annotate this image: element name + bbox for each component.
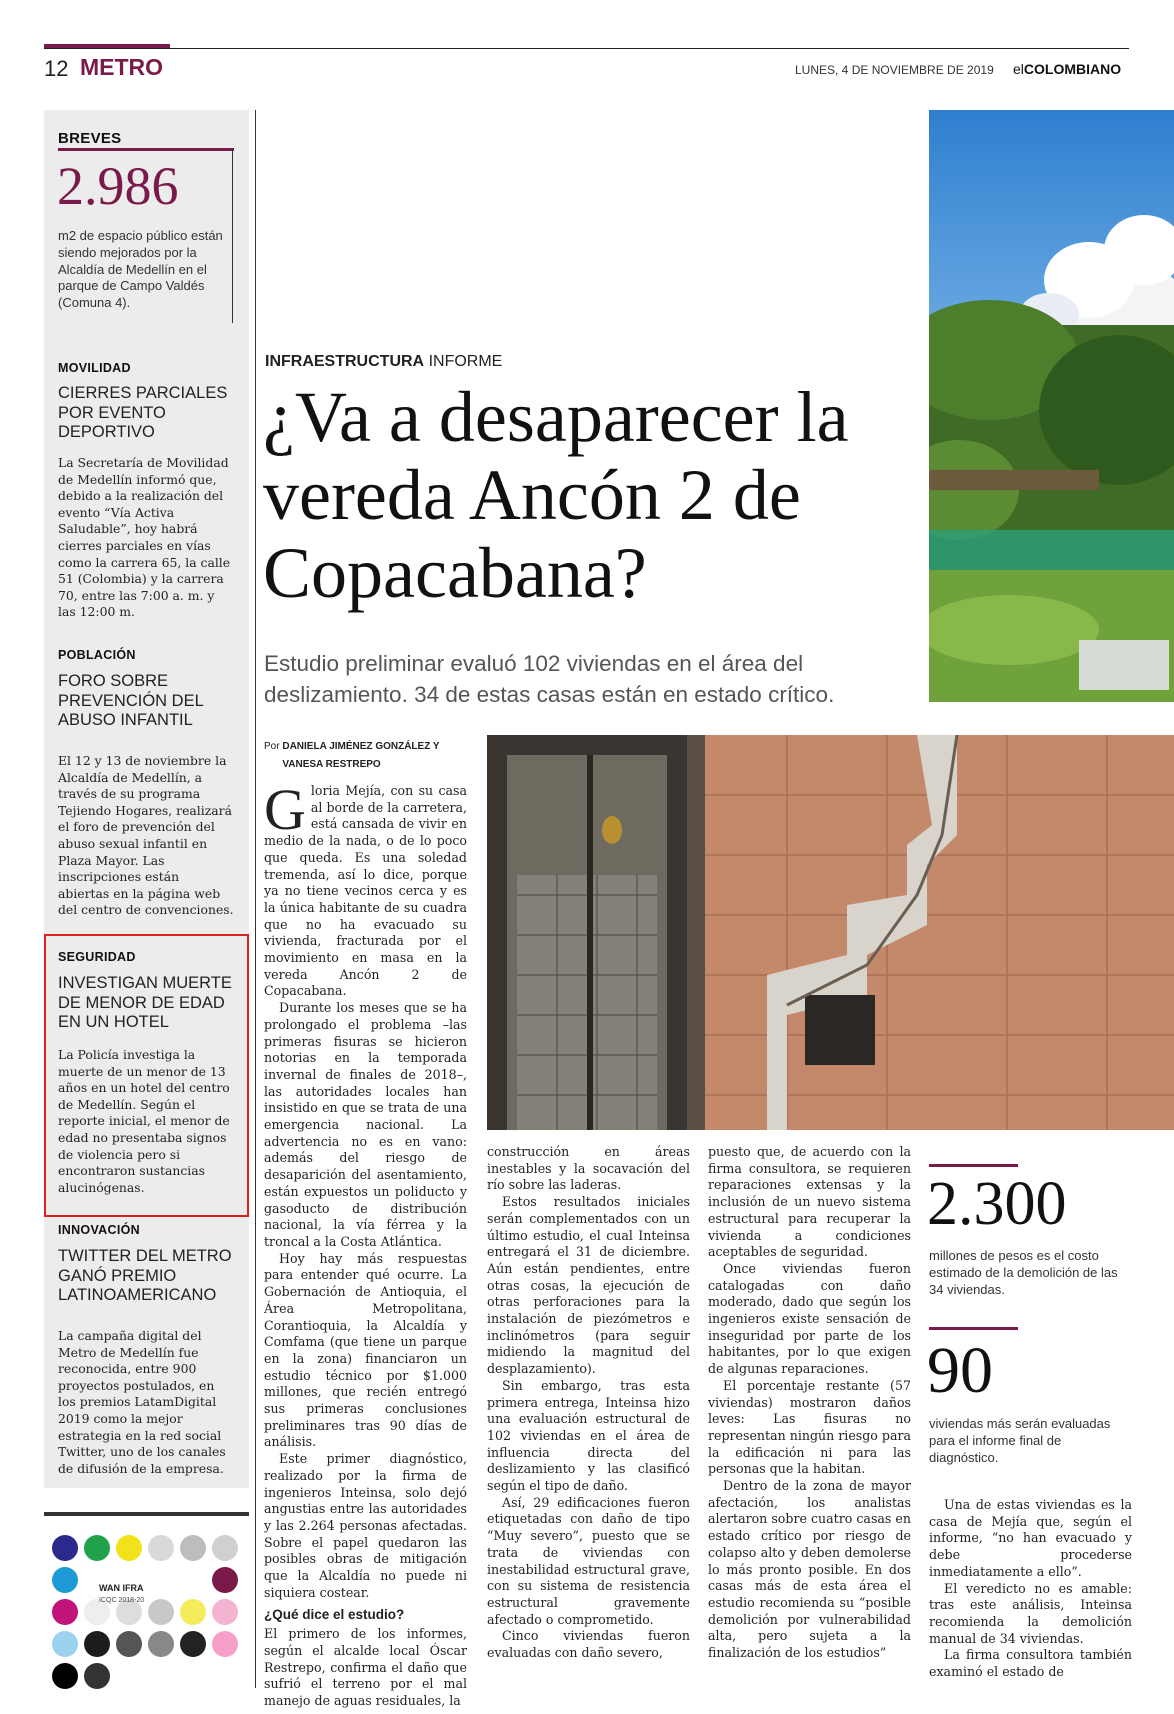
article-paragraph: La firma consultora también examinó el estado de: [929, 1647, 1132, 1680]
landscape-photo: [929, 110, 1174, 702]
color-calibration-dot: [52, 1567, 78, 1593]
sidebar-bottom-rule: [44, 1512, 249, 1516]
header-rule: [44, 48, 1129, 49]
color-calibration-dot: [212, 1599, 238, 1625]
wan-ifra-year: ICQC 2018-20: [99, 1597, 145, 1604]
stat-text-more-houses: viviendas más serán evaluadas para el informe final de diagnóstico.: [929, 1416, 1111, 1465]
brief-body-poblacion: El 12 y 13 de noviembre la Alcaldía de Medellín, a través de su programa Tejiendo Hogares, realizará el foro de prevención del abuso sexual infantil en Plaza Mayor. Las inscripciones están abiertas en la página web del centro de convenciones.: [58, 753, 234, 918]
stat-rule: [929, 1164, 1018, 1167]
brief-body-movilidad: La Secretaría de Movilidad de Medellín informó que, debido a la realización del evento “Vía Activa Saludable”, hoy habrá cierres parciales en vías como la carrera 65, la calle 51 (Colombia) y la carrera 70, entre las 7:00 a. m. y las 12:00 m.: [58, 455, 231, 620]
brief-category-movilidad: MOVILIDAD: [58, 361, 131, 375]
brief-category-poblacion: POBLACIÓN: [58, 648, 136, 662]
article-paragraph: Dentro de la zona de mayor afectación, los analistas alertaron sobre cuatro casas en estado crítico por riesgo de colapso alto y deben demolerse lo más pronto posible. En dos casas más de esta área el estudio recomienda su “posible demolición por vulnerabilidad alta, pero sujeta a la finalización de los estudios”: [708, 1478, 911, 1661]
article-column-4: [929, 1497, 1132, 1681]
article-paragraph: [264, 777, 467, 1000]
breves-vertical-rule: [232, 148, 233, 323]
paragraph-text: loria Mejía, con su casa al borde de la carretera, está cansada de vivir en medio de la nada, o de lo poco que queda. Es una soledad tremenda, así lo dice, porque ya no tiene vecinos cerca y es la única habitante de su cuadra que no ha evacuado su vivienda, fracturada por el movimiento en masa en la vereda Ancón 2 de Copacabana.: [264, 783, 467, 999]
article-paragraph: construcción en áreas inestables y la socavación del río sobre las laderas.: [487, 1144, 690, 1193]
color-calibration-dot: [84, 1535, 110, 1561]
newspaper-logo: [1013, 61, 1121, 77]
article-paragraph: Once viviendas fueron catalogadas con daño moderado, dado que según los ingenieros existe sensación de inseguridad por parte de los habitantes, por lo que exigen de algunas reparaciones.: [708, 1260, 911, 1377]
article-column-1: [264, 777, 467, 1710]
article-subheading: ¿Qué dice el estudio?: [264, 1607, 405, 1623]
color-calibration-dot: [52, 1535, 78, 1561]
color-calibration-dot: [212, 1535, 238, 1561]
breves-rule: [58, 148, 234, 151]
issue-date: LUNES, 4 DE NOVIEMBRE DE 2019: [795, 63, 994, 77]
brief-headline-movilidad: CIERRES PARCIALES POR EVENTO DEPORTIVO: [58, 384, 228, 441]
brief-body-innovacion: La campaña digital del Metro de Medellín fue reconocida, entre 900 proyectos postulados, en los premios LatamDigital 2019 como la mejor estrategia en la red social Twitter, uno de los canales de difusión de la empresa.: [58, 1328, 226, 1476]
brief-headline-innovacion: TWITTER DEL METRO GANÓ PREMIO LATINOAMERICANO: [58, 1247, 232, 1304]
color-calibration-dot: [148, 1535, 174, 1561]
article-paragraph: El veredicto no es amable: tras este análisis, Inteinsa recomienda la demolición manual de 34 viviendas.: [929, 1580, 1132, 1646]
byline-prefix: Por: [264, 741, 280, 752]
article-paragraph: Sin embargo, tras esta primera entrega, Inteinsa hizo una evaluación estructural de 102 viviendas en el área de influencia directa del deslizamiento y las clasificó según el tipo de daño.: [487, 1377, 690, 1494]
color-calibration-dot: [84, 1631, 110, 1657]
wan-ifra-logo: WAN IFRA: [99, 1583, 144, 1593]
page-number: 12: [44, 56, 69, 81]
landscape-photo-image: [929, 110, 1174, 702]
print-color-calibration-grid: [52, 1535, 247, 1685]
stat-figure-demolition-cost: 2.300: [927, 1170, 1067, 1238]
article-subhead: Estudio preliminar evaluó 102 viviendas en el área del deslizamiento. 34 de estas casas están en estado crítico.: [264, 651, 835, 707]
article-paragraph: Una de estas viviendas es la casa de Mejía que, según el informe, “no han evacuado y debe procederse inmediatamente a ello”.: [929, 1497, 1132, 1579]
brief-body-seguridad: La Policía investiga la muerte de un menor de 13 años en un hotel del centro de Medellín. Según el reporte inicial, el menor de edad no presentaba signos de violencia pero si encontraron sustancias alucinógenas.: [58, 1047, 230, 1195]
color-calibration-dot: [52, 1663, 78, 1689]
breves-label: BREVES: [58, 130, 122, 147]
kicker-type: INFORME: [428, 353, 503, 370]
breves-text: m2 de espacio público están siendo mejorados por la Alcaldía de Medellín en el parque de Campo Valdés (Comuna 4).: [58, 228, 223, 311]
color-calibration-dot: [180, 1631, 206, 1657]
drop-cap: G: [264, 777, 306, 842]
cracked-wall-photo-image: [487, 735, 1174, 1130]
article-paragraph: puesto que, de acuerdo con la firma consultora, se requieren reparaciones extensas y la inclusión de un nuevo sistema estructural para recuperar la vivienda a condiciones aceptables de seguridad.: [708, 1144, 911, 1260]
brief-category-seguridad: SEGURIDAD: [58, 950, 136, 964]
column-divider: [255, 110, 256, 1688]
color-calibration-dot: [52, 1599, 78, 1625]
article-paragraph: Este primer diagnóstico, realizado por la firma de ingenieros Inteinsa, solo dejó angustias entre las autoridades y las 2.264 personas afectadas. Sobre el papel quedaron las posibles obras de mitigación que la Alcaldía no puede ni siquiera costear.: [264, 1451, 467, 1600]
byline-authors: DANIELA JIMÉNEZ GONZÁLEZ Y VANESA RESTREPO: [282, 741, 440, 770]
stat-text-demolition-cost: millones de pesos es el costo estimado de la demolición de las 34 viviendas.: [929, 1248, 1118, 1297]
newspaper-logo-prefix: el: [1013, 61, 1024, 77]
article-column-2: [487, 1144, 690, 1662]
color-calibration-dot: [212, 1567, 238, 1593]
kicker-section: INFRAESTRUCTURA: [265, 353, 425, 370]
article-byline: [264, 738, 477, 774]
color-calibration-dot: [148, 1599, 174, 1625]
brief-category-innovacion: INNOVACIÓN: [58, 1223, 140, 1237]
color-calibration-dot: [84, 1663, 110, 1689]
article-paragraph: Durante los meses que se ha prolongado el problema –las primeras fisuras se hicieron notorias en la temporada invernal de finales de 2018–, las autoridades locales han insistido en que se trata de una emergencia nacional. La advertencia no es en vano: además del riesgo de desaparición del asentamiento, están expuestos un poliducto y gasoducto de distribución nacional, la vía férrea y la troncal a la Costa Atlántica.: [264, 1000, 467, 1249]
article-paragraph: El primero de los informes, según el alcalde local Óscar Restrepo, confirma el daño que sufrió el terreno por el mal manejo de aguas residuales, la: [264, 1626, 467, 1708]
color-calibration-dot: [180, 1535, 206, 1561]
article-column-3: [708, 1144, 911, 1662]
article-paragraph: Así, 29 edificaciones fueron etiquetadas con daño de tipo “Muy severo”, puesto que se trata de viviendas con inestabilidad estructural grave, con su sistema de resistencia estructural gravemente afectado o comprometido.: [487, 1494, 690, 1627]
brief-headline-seguridad: INVESTIGAN MUERTE DE MENOR DE EDAD EN UN HOTEL: [58, 974, 232, 1031]
article-headline: ¿Va a desaparecer la vereda Ancón 2 de Copacabana?: [263, 377, 849, 613]
newspaper-logo-name: COLOMBIANO: [1023, 61, 1122, 77]
article-paragraph: Hoy hay más respuestas para entender qué ocurre. La Gobernación de Antioquia, el Área Metropolitana, Corantioquia, la Alcaldía y Comfama (que tiene un parque en la zona) financiaron un estudio técnico por $1.000 millones, que recién entregó sus primeras conclusiones preliminares tras 90 días de análisis.: [264, 1250, 467, 1450]
cracked-wall-photo: [487, 735, 1174, 1130]
section-name: METRO: [80, 54, 164, 80]
article-paragraph: Estos resultados iniciales serán complementados con un último estudio, el cual Inteinsa entregará el 31 de diciembre. Aún están pendientes, entre otras cosas, la ejecución de otras perforaciones para la instalación de piezómetros e inclinómetros (para seguir midiendo la magnitud del desplazamiento).: [487, 1194, 690, 1377]
article-paragraph: El porcentaje restante (57 viviendas) mostraron daños leves: Las fisuras no representan ningún riesgo para la edificación ni para las personas que la habitan.: [708, 1377, 911, 1477]
article-paragraph: Cinco viviendas fueron evaluadas con daño severo,: [487, 1628, 690, 1661]
article-kicker: [265, 353, 502, 371]
color-calibration-dot: [180, 1599, 206, 1625]
stat-rule: [929, 1327, 1018, 1330]
color-calibration-dot: [52, 1631, 78, 1657]
color-calibration-dot: [116, 1535, 142, 1561]
breves-figure: 2.986: [57, 156, 179, 216]
brief-headline-poblacion: FORO SOBRE PREVENCIÓN DEL ABUSO INFANTIL: [58, 672, 204, 729]
stat-figure-more-houses: 90: [927, 1334, 993, 1407]
color-calibration-dot: [148, 1631, 174, 1657]
color-calibration-dot: [116, 1631, 142, 1657]
color-calibration-dot: [212, 1631, 238, 1657]
